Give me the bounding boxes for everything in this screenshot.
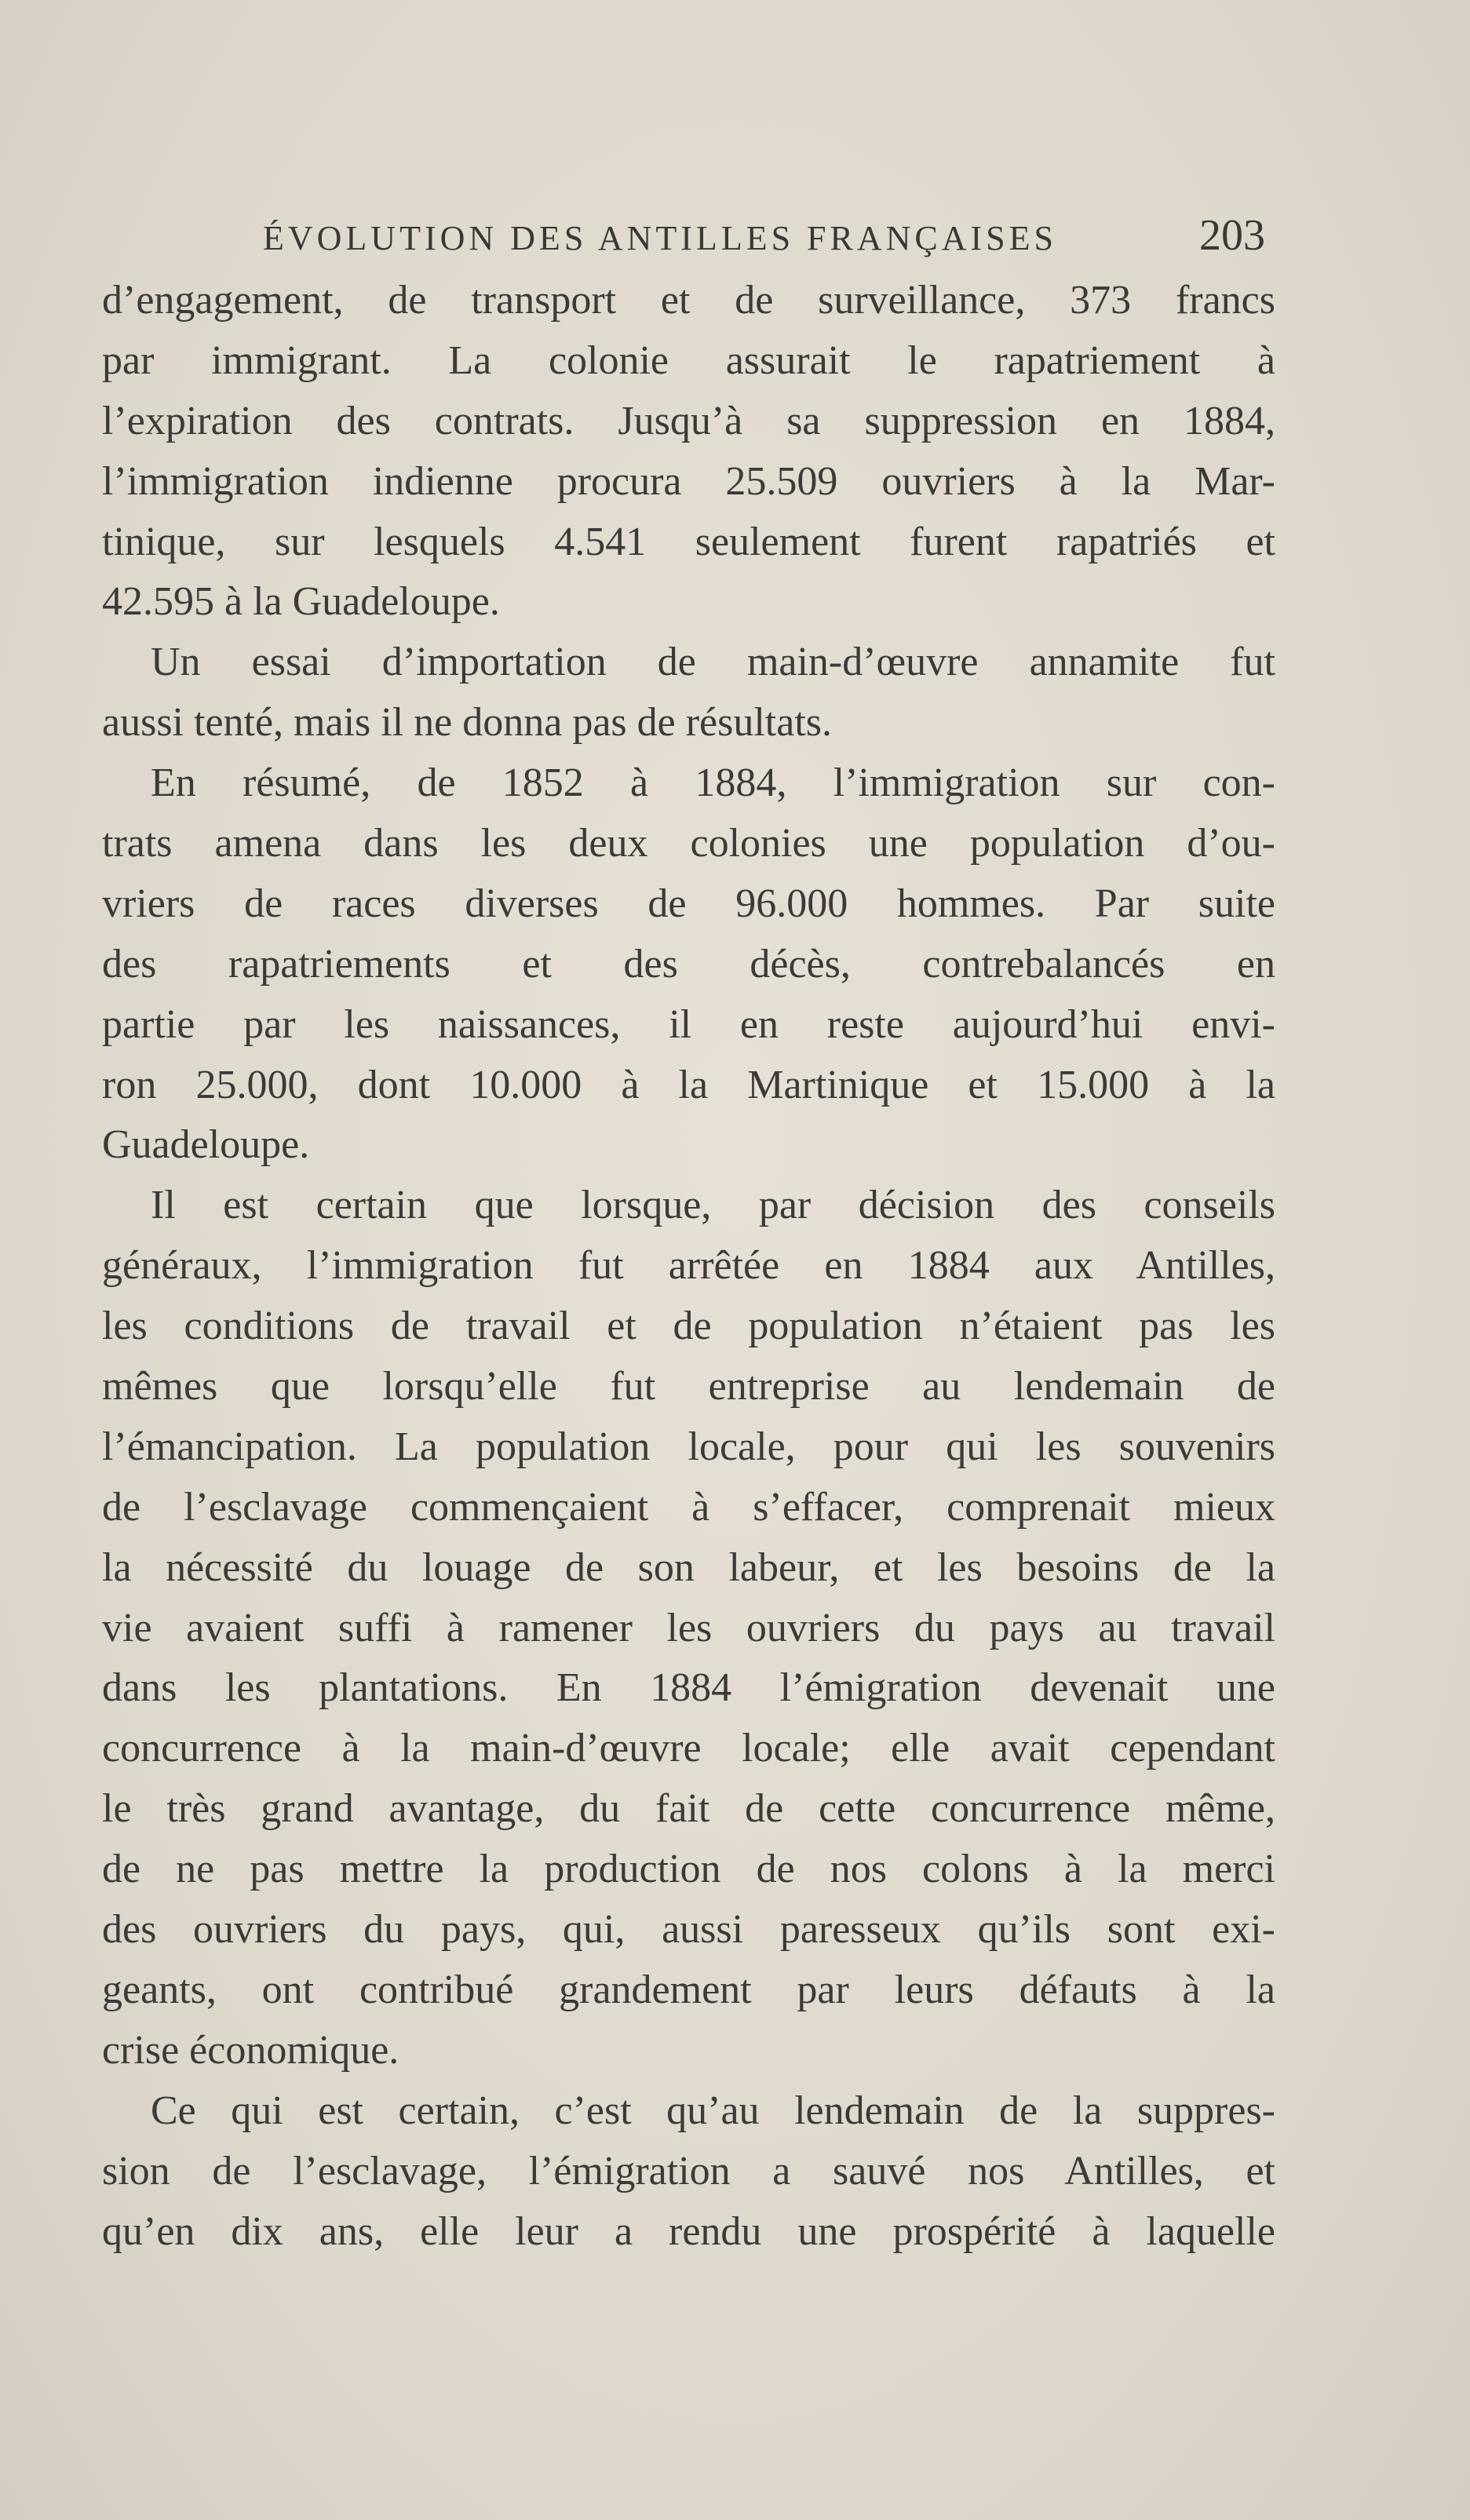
- text-line: trats amena dans les deux colonies une population d’ou-: [102, 821, 1275, 866]
- text-line: En résumé, de 1852 à 1884, l’immigration sur con-: [151, 760, 1275, 806]
- paragraph-5: [102, 2081, 1275, 2263]
- text-line: la nécessité du louage de son labeur, et les besoins de la: [102, 1544, 1275, 1590]
- text-line: Il est certain que lorsque, par décision des conseils: [151, 1183, 1275, 1228]
- body-text: [102, 271, 1275, 2262]
- text-line: Un essai d’importation de main-d’œuvre annamite fut: [151, 640, 1275, 685]
- text-line: par immigrant. La colonie assurait le rapatriement à: [102, 337, 1275, 383]
- text-line: l’émancipation. La population locale, pour qui les souvenirs: [102, 1424, 1275, 1469]
- text-line: dans les plantations. En 1884 l’émigration devenait une: [102, 1665, 1275, 1711]
- page-header: [0, 210, 1470, 265]
- text-line: qu’en dix ans, elle leur a rendu une prospérité à laquelle: [102, 2208, 1275, 2254]
- page-number: 203: [1199, 211, 1265, 260]
- text-line: des rapatriements et des décès, contrebalancés en: [102, 941, 1275, 986]
- text-line: d’engagement, de transport et de surveillance, 373 francs: [102, 278, 1275, 323]
- text-line: l’expiration des contrats. Jusqu’à sa suppression en 1884,: [102, 398, 1275, 443]
- text-line: les conditions de travail et de population n’étaient pas les: [102, 1304, 1275, 1349]
- text-line: Guadeloupe.: [102, 1122, 310, 1168]
- text-line: l’immigration indienne procura 25.509 ouvriers à la Mar-: [102, 458, 1275, 504]
- text-line: crise économique.: [102, 2027, 399, 2073]
- text-line: le très grand avantage, du fait de cette concurrence même,: [102, 1786, 1275, 1832]
- text-line: vie avaient suffi à ramener les ouvriers du pays au travail: [102, 1605, 1275, 1650]
- text-line: généraux, l’immigration fut arrêtée en 1884 aux Antilles,: [102, 1243, 1275, 1289]
- text-line: Ce qui est certain, c’est qu’au lendemain de la suppres-: [151, 2088, 1275, 2133]
- text-line: ron 25.000, dont 10.000 à la Martinique et 15.000 à la: [102, 1062, 1275, 1107]
- text-line: sion de l’esclavage, l’émigration a sauvé nos Antilles, et: [102, 2148, 1275, 2194]
- paragraph-4: [102, 1176, 1275, 2081]
- paragraph-1: [102, 271, 1275, 633]
- text-line: 42.595 à la Guadeloupe.: [102, 579, 500, 625]
- text-line: de l’esclavage commençaient à s’effacer, comprenait mieux: [102, 1484, 1275, 1530]
- text-line: de ne pas mettre la production de nos colons à la merci: [102, 1847, 1275, 1892]
- text-line: tinique, sur lesquels 4.541 seulement furent rapatriés et: [102, 519, 1275, 564]
- running-title: ÉVOLUTION DES ANTILLES FRANÇAISES: [263, 219, 1057, 257]
- text-line: partie par les naissances, il en reste aujourd’hui envi-: [102, 1001, 1275, 1047]
- text-line: vriers de races diverses de 96.000 hommes. Par suite: [102, 881, 1275, 926]
- text-line: geants, ont contribué grandement par leurs défauts à la: [102, 1967, 1275, 2012]
- text-line: concurrence à la main-d’œuvre locale; elle avait cependant: [102, 1726, 1275, 1771]
- text-line: aussi tenté, mais il ne donna pas de résultats.: [102, 700, 833, 746]
- paragraph-3: [102, 753, 1275, 1176]
- paragraph-2: [102, 633, 1275, 753]
- text-line: mêmes que lorsqu’elle fut entreprise au lendemain de: [102, 1364, 1275, 1410]
- text-line: des ouvriers du pays, qui, aussi paresseux qu’ils sont exi-: [102, 1907, 1275, 1953]
